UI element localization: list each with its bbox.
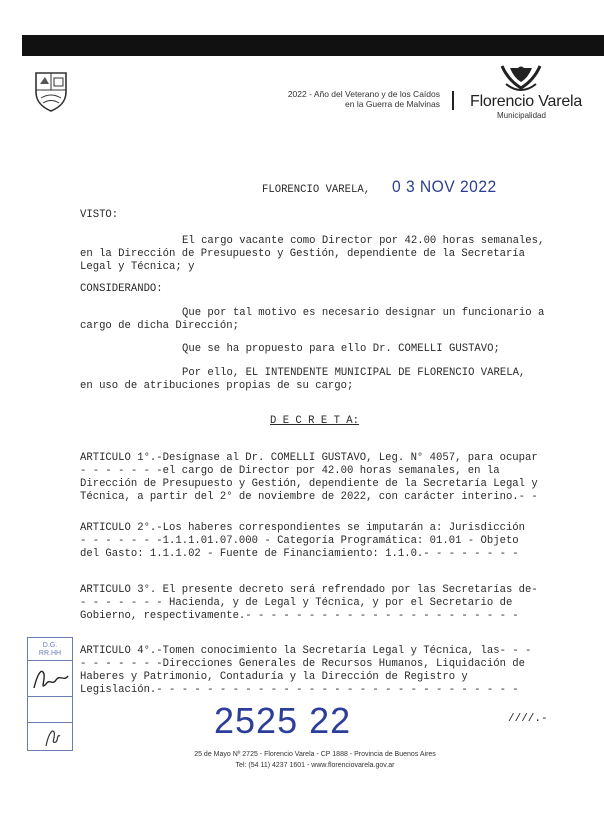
margin-stamp-line-1: D.G. (42, 642, 58, 649)
footer-contact: Tel: (54 11) 4237 1601 - www.florenciovarela.gov.ar (235, 762, 395, 769)
municipal-crest-icon (33, 70, 69, 112)
date-stamp: 0 3 NOV 2022 (392, 177, 497, 196)
article-4-line-4: Legislación.- - - - - - - - - - - - - - - - - - - - - - - - - - - - - (80, 684, 519, 696)
visto-line-3: Legal y Técnica; y (80, 261, 195, 273)
article-3-line-1: ARTICULO 3°. El presente decreto será refrendado por las Secretarías de- (80, 584, 538, 596)
article-3-line-2: - - - - - - - Hacienda, y de Legal y Técnica, y por el Secretario de (80, 597, 513, 609)
article-1-line-2: - - - - - - -el cargo de Director por 42.00 horas semanales, en la (80, 465, 500, 477)
brand-name: Florencio Varela (470, 93, 583, 110)
considerando-1-line-2: cargo de dicha Dirección; (80, 320, 239, 332)
visto-line-2: en la Dirección de Presupuesto y Gestión, dependiente de la Secretaría (80, 248, 526, 260)
brand-subtitle: Municipalidad (497, 111, 546, 120)
article-1-line-3: Dirección de Presupuesto y Gestión, dependiente de la Secretaría Legal y (80, 478, 538, 490)
margin-stamp-rule (28, 660, 72, 661)
visto-heading: VISTO: (80, 209, 119, 221)
visto-line-1: El cargo vacante como Director por 42.00 horas semanales, (182, 235, 545, 247)
article-4-line-1: ARTICULO 4°.-Tomen conocimiento la Secretaría Legal y Técnica, las- - - (80, 645, 532, 657)
article-2-line-1: ARTICULO 2°.-Los haberes correspondientes se imputarán a: Jurisdicción (80, 522, 526, 534)
considerando-2: Que se ha propuesto para ello Dr. COMELLI GUSTAVO; (182, 343, 500, 355)
margin-stamp-rule (28, 696, 72, 697)
header-divider (452, 91, 454, 110)
signature-mark-icon (42, 726, 62, 748)
article-4-line-2: - - - - - - -Direcciones Generales de Recursos Humanos, Liquidación de (80, 658, 526, 670)
considerando-heading: CONSIDERANDO: (80, 283, 163, 295)
article-2-line-2: - - - - - - -1.1.1.01.07.000 - Categoría Programática: 01.01 - Objeto (80, 535, 519, 547)
considerando-1-line-1: Que por tal motivo es necesario designar un funcionario a (182, 307, 545, 319)
margin-stamp-line-2: RR.HH (38, 650, 62, 657)
considerando-3-line-2: en uso de atribuciones propias de su cargo; (80, 380, 354, 392)
footer-address: 25 de Mayo Nº 2725 - Florencio Varela - CP 1888 - Provincia de Buenos Aires (194, 751, 436, 758)
margin-stamp (27, 637, 73, 751)
article-1-line-1: ARTICULO 1°.-Desígnase al Dr. COMELLI GUSTAVO, Leg. N° 4057, para ocupar (80, 452, 538, 464)
considerando-3-line-1: Por ello, EL INTENDENTE MUNICIPAL DE FLORENCIO VARELA, (182, 367, 526, 379)
closing-slashes: ////.- (508, 713, 548, 725)
florencio-varela-logo-icon (498, 64, 544, 94)
motto-line-1: 2022 - Año del Veterano y de los Caídos (287, 89, 440, 99)
article-3-line-3: Gobierno, respectivamente.- - - - - - - - - - - - - - - - - - - - - - (80, 610, 519, 622)
article-2-line-3: del Gasto: 1.1.1.02 - Fuente de Financiamiento: 1.1.0.- - - - - - - - (80, 548, 519, 560)
year-motto (250, 89, 440, 109)
article-4-line-3: Haberes y Patrimonio, Contaduría y la Dirección de Registro y (80, 671, 468, 683)
article-1-line-4: Técnica, a partir del 2° de noviembre de 2022, con carácter interino.- - (80, 491, 538, 503)
margin-stamp-label (30, 642, 70, 658)
margin-stamp-rule (28, 722, 72, 723)
date-place: FLORENCIO VARELA, (262, 184, 371, 196)
decree-number: 2525 22 (214, 700, 352, 741)
decreta-heading: D E C R E T A: (270, 415, 360, 427)
top-black-bar (22, 35, 604, 56)
motto-line-2: en la Guerra de Malvinas (345, 99, 440, 109)
initials-signature-icon (30, 664, 70, 694)
